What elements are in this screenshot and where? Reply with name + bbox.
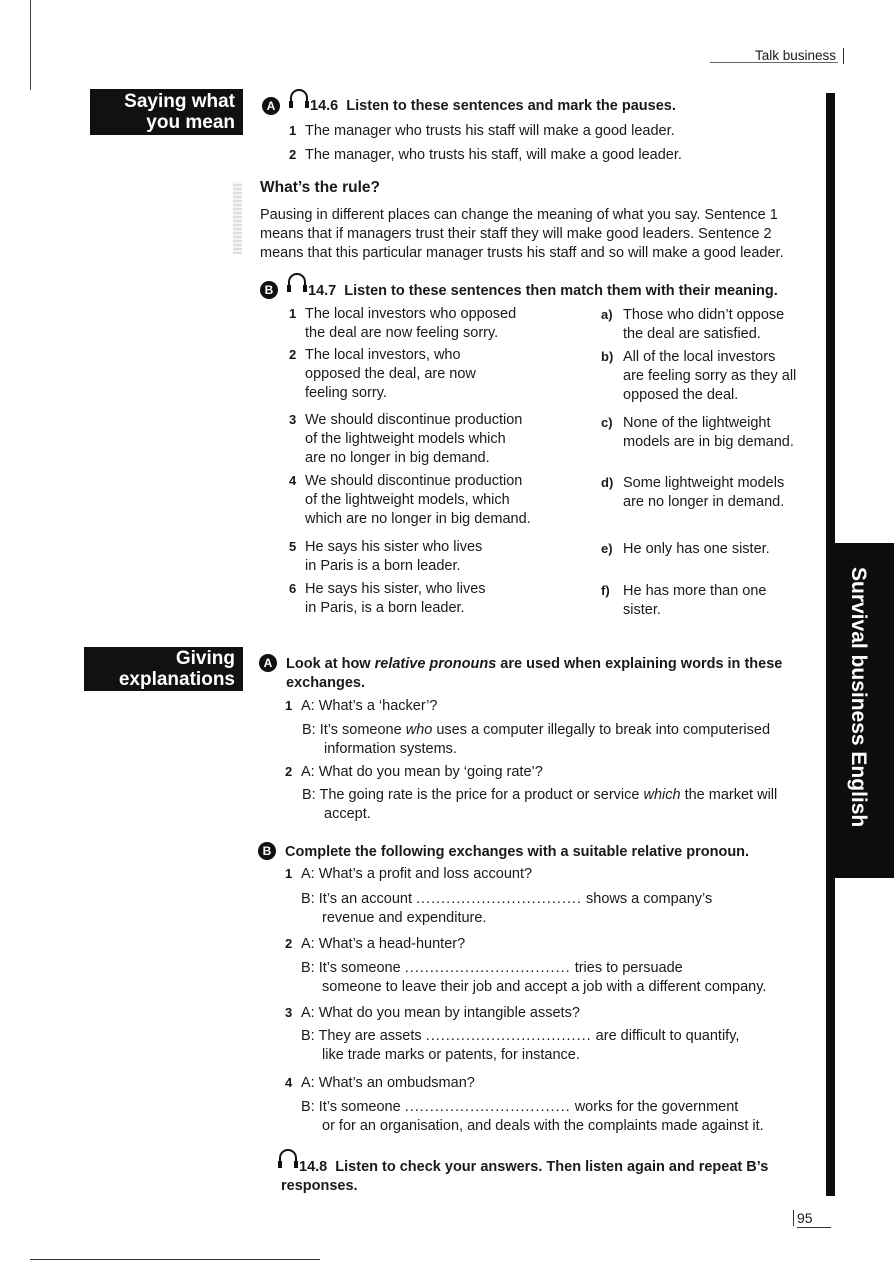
headphones-icon [286, 272, 308, 294]
item-number: 2 [285, 764, 293, 779]
line: opposed the deal, are now [305, 366, 476, 382]
item-letter: c) [601, 415, 613, 430]
track-number: 14.8 [299, 1159, 328, 1175]
page-bottom-rule [30, 1259, 320, 1260]
line-b: information systems. [324, 741, 457, 757]
exercise-a-item-1 [289, 121, 675, 141]
page-left-edge [30, 0, 31, 90]
line: We should discontinue production [305, 473, 523, 489]
rule-box-marker [233, 182, 242, 254]
completion-2-b [301, 959, 766, 997]
line: The local investors, who [305, 347, 461, 363]
item-number: 2 [289, 147, 297, 162]
section-label-line2: you mean [146, 112, 235, 133]
item-number: 1 [289, 123, 297, 138]
track-number: 14.6 [310, 98, 339, 114]
answer-blank[interactable]: ................................. [404, 960, 571, 976]
instruction-text: exchanges. [286, 675, 365, 691]
item-letter: f) [601, 583, 610, 598]
line-b-emphasis: which [643, 787, 681, 803]
listen-instruction [281, 1158, 801, 1196]
match-sentence-3 [289, 410, 522, 468]
line: in Paris, is a born leader. [305, 600, 465, 616]
side-bar-bottom [826, 878, 835, 1196]
line: the deal are now feeling sorry. [305, 325, 499, 341]
line-b: works for the government [574, 1099, 739, 1115]
instruction-text: Listen to these sentences then match them with their meaning. [344, 283, 778, 299]
instruction-text: responses. [281, 1178, 358, 1194]
track-number: 14.7 [308, 283, 337, 299]
line-b: It’s someone [318, 960, 401, 976]
line: the deal are satisfied. [623, 326, 761, 342]
item-number: 6 [289, 581, 297, 596]
line-b: accept. [324, 806, 371, 822]
line: He only has one sister. [623, 541, 770, 557]
line-b: are difficult to quantify, [595, 1028, 740, 1044]
exercise-a2-instruction [286, 655, 806, 693]
exchange-1-b [302, 721, 770, 759]
speaker-a: A: [301, 764, 315, 780]
answer-blank[interactable]: ................................. [425, 1028, 592, 1044]
line: None of the lightweight [623, 415, 771, 431]
line: feeling sorry. [305, 385, 387, 401]
line-a: What’s a profit and loss account? [318, 866, 533, 882]
line: are feeling sorry as they all [623, 368, 797, 384]
line: He says his sister, who lives [305, 581, 486, 597]
speaker-a: A: [301, 1005, 315, 1021]
instruction-text: Look at how [286, 656, 375, 672]
line-b: the market will [680, 787, 778, 803]
exchange-2-b [302, 786, 777, 824]
item-number: 1 [289, 306, 297, 321]
completion-2-a [285, 934, 465, 954]
completion-1-a [285, 864, 532, 884]
line: We should discontinue production [305, 412, 523, 428]
item-number: 1 [285, 866, 293, 881]
rule-line-2: means that if managers trust their staff they will make good leaders. Sentence 2 [260, 226, 772, 242]
item-letter: b) [601, 349, 614, 364]
completion-4-b [301, 1098, 764, 1136]
answer-blank[interactable]: ................................. [416, 891, 582, 907]
line-b: like trade marks or patents, for instance. [322, 1047, 580, 1063]
instruction-text: Listen to these sentences and mark the pauses. [346, 98, 676, 114]
completion-3-b [301, 1027, 739, 1065]
line: He says his sister who lives [305, 539, 483, 555]
section-label-saying-what-you-mean [90, 89, 243, 135]
item-letter: d) [601, 475, 614, 490]
item-letter: a) [601, 307, 613, 322]
line-b: They are assets [318, 1028, 422, 1044]
line: sister. [623, 602, 661, 618]
line-b: uses a computer illegally to break into computerised [432, 722, 771, 738]
line: Some lightweight models [623, 475, 785, 491]
line-b: or for an organisation, and deals with the complaints made against it. [322, 1118, 764, 1134]
exercise-badge-b: B [260, 281, 278, 299]
match-sentence-1 [289, 304, 516, 343]
instruction-emphasis: relative pronouns [374, 656, 497, 672]
line: opposed the deal. [623, 387, 739, 403]
match-sentence-6 [289, 579, 486, 618]
line: in Paris is a born leader. [305, 558, 461, 574]
instruction-text: Listen to check your answers. Then listen again and repeat B’s [335, 1159, 769, 1175]
item-number: 3 [285, 1005, 293, 1020]
line: which are no longer in big demand. [305, 511, 531, 527]
item-number: 4 [285, 1075, 293, 1090]
speaker-b: B: [301, 960, 315, 976]
instruction-text: are used when explaining words in these [496, 656, 783, 672]
header-mark [843, 48, 844, 64]
item-text: The manager, who trusts his staff, will make a good leader. [305, 147, 682, 163]
speaker-a: A: [301, 936, 315, 952]
speaker-b: B: [302, 722, 316, 738]
line-b: revenue and expenditure. [322, 910, 487, 926]
completion-3-a [285, 1003, 580, 1023]
side-bar-top [826, 93, 835, 543]
section-label-line2: explanations [118, 669, 235, 690]
exercise-a-instruction [310, 97, 676, 116]
exercise-a-item-2 [289, 145, 682, 165]
item-number: 2 [285, 936, 293, 951]
speaker-a: A: [301, 698, 315, 714]
line-b: It’s someone [319, 722, 406, 738]
item-number: 1 [285, 698, 293, 713]
exchange-2 [285, 762, 543, 782]
line: He has more than one [623, 583, 767, 599]
line-a: What’s a head-hunter? [318, 936, 466, 952]
match-meaning-e [601, 539, 770, 559]
speaker-a: A: [301, 1075, 315, 1091]
match-sentence-4 [289, 471, 531, 529]
line-b: The going rate is the price for a product or service [319, 787, 644, 803]
line-a: What’s a ‘hacker’? [318, 698, 438, 714]
exercise-badge-a: A [262, 97, 280, 115]
exchange-1 [285, 696, 437, 716]
match-meaning-f [601, 581, 766, 620]
rule-line-1: Pausing in different places can change the meaning of what you say. Sentence 1 [260, 207, 778, 223]
line: The local investors who opposed [305, 306, 517, 322]
rule-title: What’s the rule? [260, 179, 380, 196]
page-number-rule [797, 1227, 831, 1228]
line: are no longer in demand. [623, 494, 785, 510]
page-number: 95 [797, 1210, 813, 1226]
page-number-mark [793, 1210, 794, 1226]
match-meaning-a [601, 305, 784, 344]
running-title: Talk business [755, 48, 837, 63]
speaker-b: B: [301, 1099, 315, 1115]
line-b: It’s an account [318, 891, 412, 907]
item-text: The manager who trusts his staff will make a good leader. [305, 123, 675, 139]
match-sentence-5 [289, 537, 482, 576]
completion-1-b [301, 890, 712, 928]
line: All of the local investors [623, 349, 776, 365]
speaker-b: B: [302, 787, 316, 803]
line-a: What do you mean by intangible assets? [318, 1005, 580, 1021]
answer-blank[interactable]: ................................. [404, 1099, 571, 1115]
line: of the lightweight models, which [305, 492, 510, 508]
speaker-b: B: [301, 1028, 315, 1044]
exercise-b-instruction [308, 282, 778, 301]
line-b: tries to persuade [574, 960, 683, 976]
item-number: 4 [289, 473, 297, 488]
line-b: It’s someone [318, 1099, 401, 1115]
section-label-line1: Saying what [124, 91, 235, 112]
line-a: What do you mean by ‘going rate’? [318, 764, 543, 780]
side-tab-survival-business-english [826, 543, 894, 878]
line-b-emphasis: who [405, 722, 433, 738]
line: models are in big demand. [623, 434, 794, 450]
line: Those who didn’t oppose [623, 307, 785, 323]
match-meaning-c [601, 413, 794, 452]
completion-4-a [285, 1073, 475, 1093]
line-b: someone to leave their job and accept a job with a different company. [322, 979, 767, 995]
side-tab-label: Survival business English [847, 567, 870, 828]
rule-line-3: means that this particular manager trusts his staff and so will make a good leader. [260, 245, 784, 261]
match-sentence-2 [289, 345, 476, 403]
item-letter: e) [601, 541, 613, 556]
match-meaning-b [601, 347, 796, 405]
headphones-icon [288, 88, 310, 110]
line-b: shows a company’s [586, 891, 713, 907]
item-number: 5 [289, 539, 297, 554]
match-meaning-d [601, 473, 784, 512]
item-number: 3 [289, 412, 297, 427]
section-label-giving-explanations [84, 647, 243, 691]
section-label-line1: Giving [175, 648, 235, 669]
line: are no longer in big demand. [305, 450, 490, 466]
exercise-badge-a: A [259, 654, 277, 672]
line-a: What’s an ombudsman? [318, 1075, 475, 1091]
exercise-badge-b: B [258, 842, 276, 860]
exercise-b2-instruction: Complete the following exchanges with a suitable relative pronoun. [285, 844, 750, 860]
line: of the lightweight models which [305, 431, 506, 447]
speaker-a: A: [301, 866, 315, 882]
speaker-b: B: [301, 891, 315, 907]
item-number: 2 [289, 347, 297, 362]
